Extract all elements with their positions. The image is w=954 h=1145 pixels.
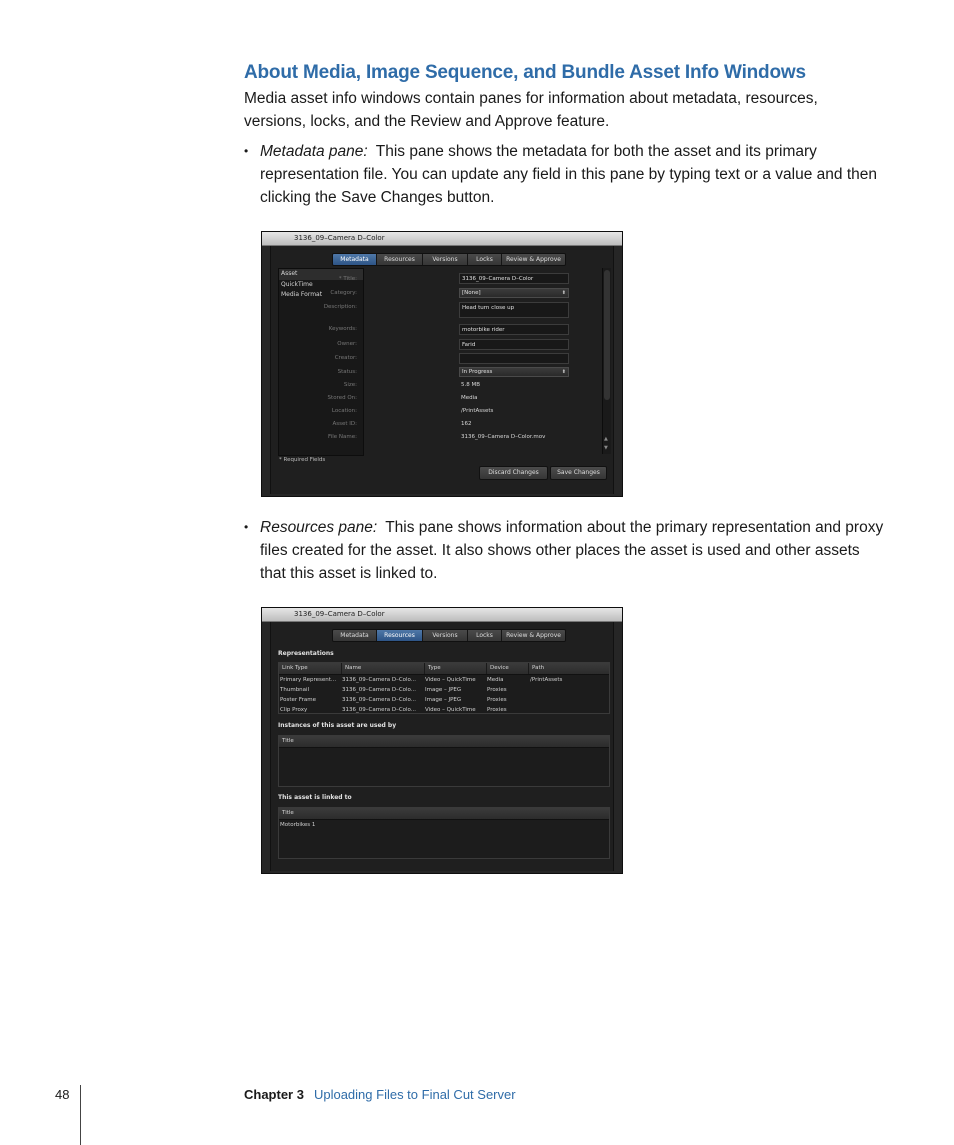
cell: 3136_09–Camera D–Colo...: [342, 697, 417, 703]
cell: Poster Frame: [280, 697, 317, 703]
col-type[interactable]: Type: [424, 663, 486, 674]
chapter-footer: [244, 1087, 516, 1102]
chapter-label: Chapter 3: [244, 1087, 304, 1102]
tab-metadata[interactable]: Metadata: [333, 630, 377, 641]
keywords-field[interactable]: motorbike rider: [459, 324, 569, 335]
cell: Media: [487, 677, 504, 683]
keywords-label: Keywords:: [328, 326, 357, 332]
tab-review-approve[interactable]: Review & Approve: [502, 254, 565, 265]
scroll-up-icon[interactable]: ▲: [604, 436, 608, 442]
tab-versions[interactable]: Versions: [423, 254, 468, 265]
sidebar-item-media-format[interactable]: Media Format: [281, 291, 323, 298]
location-value: /PrintAssets: [461, 408, 494, 414]
category-label: Category:: [330, 290, 357, 296]
cell: Thumbnail: [280, 687, 310, 693]
resources-window: [261, 607, 623, 874]
cell: 3136_09–Camera D–Colo...: [342, 677, 417, 683]
save-changes-button[interactable]: Save Changes: [550, 466, 607, 480]
col-title[interactable]: Title: [282, 810, 294, 816]
instances-title: Instances of this asset are used by: [278, 722, 397, 729]
cell: Video – QuickTime: [425, 677, 476, 683]
tab-locks[interactable]: Locks: [468, 254, 502, 265]
cell: 3136_09–Camera D–Colo...: [342, 687, 417, 693]
owner-label: Owner:: [337, 341, 357, 347]
page-number: 48: [55, 1087, 70, 1102]
linked-table: [278, 807, 610, 859]
window-title: 3136_09–Camera D–Color: [262, 608, 622, 622]
scrollbar[interactable]: [602, 268, 611, 454]
intro-paragraph: Media asset info windows contain panes for information about metadata, resources, versions, locks, and the Review and Approve feature.: [244, 90, 818, 130]
bullet-dot-icon: •: [244, 144, 249, 158]
table-header: [279, 663, 609, 675]
bullet-term: Resources pane:: [260, 519, 378, 536]
cell: Proxies: [487, 687, 507, 693]
tab-resources[interactable]: Resources: [377, 630, 423, 641]
filename-label: File Name:: [327, 434, 357, 440]
table-row[interactable]: [279, 675, 609, 685]
tab-bar: [332, 253, 566, 266]
bullet-dot-icon: •: [244, 520, 249, 534]
table-header: [279, 808, 609, 820]
creator-label: Creator:: [334, 355, 357, 361]
cell: Motorbikes 1: [280, 822, 316, 828]
description-label: Description:: [323, 304, 357, 310]
cell: Proxies: [487, 697, 507, 703]
col-name[interactable]: Name: [341, 663, 424, 674]
stored-label: Stored On:: [327, 395, 357, 401]
category-value: [None]: [462, 290, 481, 296]
window-body: [270, 622, 614, 871]
bullet-text: This pane shows information about the primary representation and proxy files created for the asset. It also shows other places the asset is used and other assets that this asset is linked to.: [260, 519, 884, 582]
linked-title: This asset is linked to: [278, 794, 352, 801]
title-field[interactable]: 3136_09–Camera D–Color: [459, 273, 569, 284]
metadata-window: [261, 231, 623, 497]
table-row[interactable]: [279, 695, 609, 705]
cell: 3136_09–Camera D–Colo...: [342, 707, 417, 713]
category-select[interactable]: [459, 288, 569, 298]
section-heading: About Media, Image Sequence, and Bundle Asset Info Windows: [244, 62, 806, 83]
discard-changes-button[interactable]: Discard Changes: [479, 466, 548, 480]
size-value: 5.8 MB: [461, 382, 481, 388]
col-link-type[interactable]: Link Type: [282, 665, 308, 671]
table-row[interactable]: [279, 820, 609, 830]
table-row[interactable]: [279, 685, 609, 695]
cell: /PrintAssets: [530, 677, 563, 683]
updown-icon: ⬍: [561, 290, 566, 296]
footer-divider: [80, 1085, 81, 1145]
tab-bar: [332, 629, 566, 642]
size-label: Size:: [343, 382, 357, 388]
stored-value: Media: [461, 395, 478, 401]
title-label: * Title:: [338, 276, 357, 282]
cell: Primary Represent...: [280, 677, 337, 683]
tab-metadata[interactable]: Metadata: [333, 254, 377, 265]
cell: Clip Proxy: [280, 707, 308, 713]
tab-versions[interactable]: Versions: [423, 630, 468, 641]
col-path[interactable]: Path: [528, 663, 611, 674]
col-device[interactable]: Device: [486, 663, 528, 674]
window-title: 3136_09–Camera D–Color: [262, 232, 622, 246]
scroll-thumb[interactable]: [604, 270, 610, 400]
window-body: [270, 246, 614, 494]
updown-icon: ⬍: [561, 369, 566, 375]
filename-value: 3136_09–Camera D–Color.mov: [461, 434, 546, 440]
bullet-term: Metadata pane:: [260, 143, 368, 160]
representations-table: [278, 662, 610, 714]
status-select[interactable]: [459, 367, 569, 377]
cell: Proxies: [487, 707, 507, 713]
representations-title: Representations: [278, 650, 334, 657]
owner-field[interactable]: Farid: [459, 339, 569, 350]
status-label: Status:: [337, 369, 357, 375]
creator-field[interactable]: [459, 353, 569, 364]
assetid-label: Asset ID:: [332, 421, 357, 427]
table-row[interactable]: [279, 705, 609, 715]
cell: Image – JPEG: [425, 687, 462, 693]
cell: Video – QuickTime: [425, 707, 476, 713]
bullet-text: This pane shows the metadata for both the asset and its primary representation file. You can update any field in this pane by typing text or a value and then clicking the Save Changes button.: [260, 143, 877, 206]
tab-resources[interactable]: Resources: [377, 254, 423, 265]
description-field[interactable]: Head turn close up: [459, 302, 569, 318]
tab-locks[interactable]: Locks: [468, 630, 502, 641]
cell: Image – JPEG: [425, 697, 462, 703]
scroll-down-icon[interactable]: ▼: [604, 445, 608, 451]
location-label: Location:: [331, 408, 357, 414]
status-value: In Progress: [462, 369, 493, 375]
sidebar-item-quicktime[interactable]: QuickTime: [281, 280, 313, 288]
table-header: [279, 736, 609, 748]
instances-table: [278, 735, 610, 787]
bullet-metadata: [244, 140, 884, 209]
required-fields-note: * Required Fields: [279, 457, 326, 463]
assetid-value: 162: [461, 421, 472, 427]
chapter-title[interactable]: Uploading Files to Final Cut Server: [313, 1087, 516, 1102]
sidebar-item-asset[interactable]: Asset: [279, 269, 363, 280]
bullet-resources: [244, 516, 884, 585]
col-title[interactable]: Title: [282, 738, 294, 744]
tab-review-approve[interactable]: Review & Approve: [502, 630, 565, 641]
